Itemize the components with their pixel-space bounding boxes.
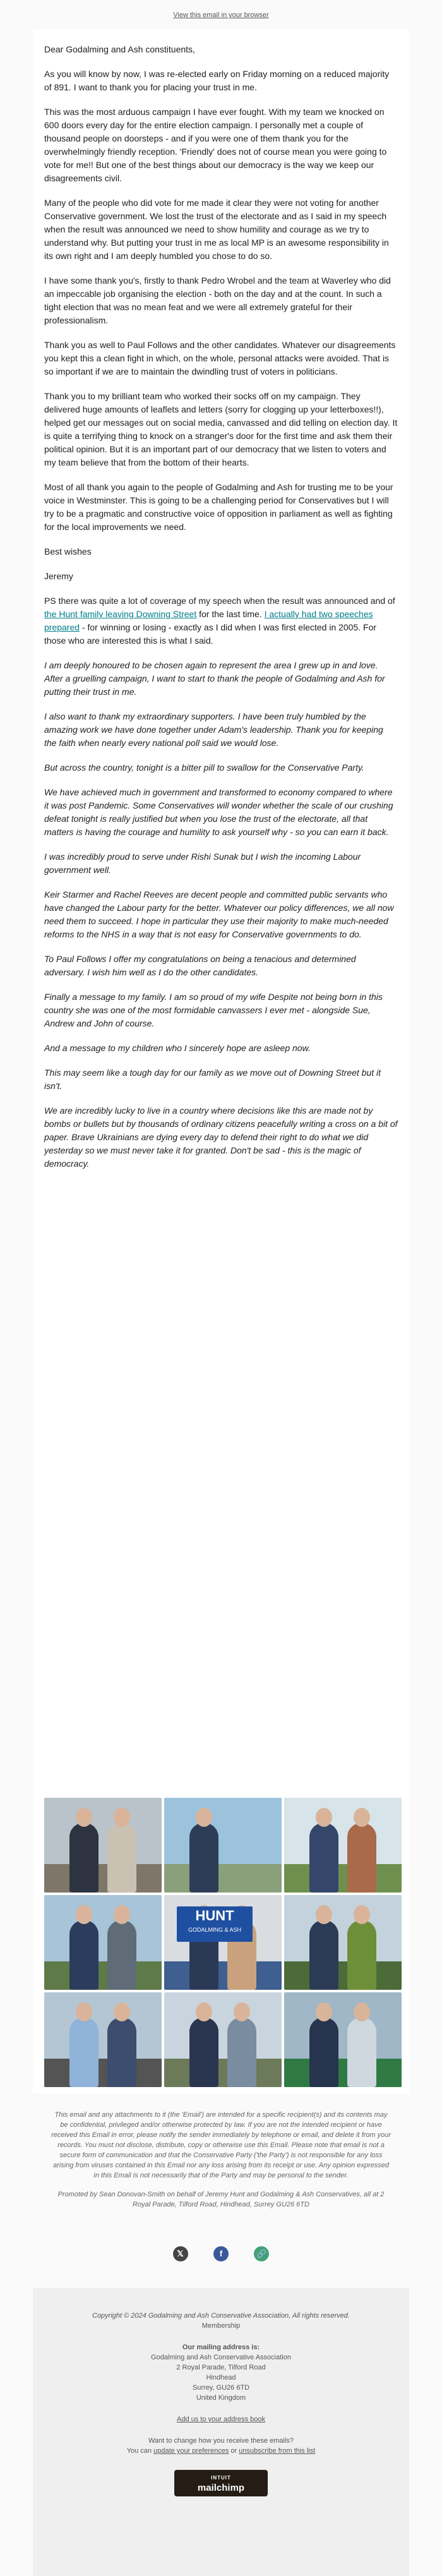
photo-person (107, 1823, 136, 1893)
speech-paragraph: I was incredibly proud to serve under Rishi Sunak but I wish the incoming Labour government well. (44, 852, 361, 875)
paragraph-trust: Many of the people who did vote for me made it clear they were not voting for another Conservative government. We lost the trust of the electorate and as I said in my speech when the result was announced we need to show humility and courage as we try to understand why. But putting your trust in me as local MP is an awesome responsibility in its own right and I am deeply humbled you chose to do so. (44, 198, 389, 261)
speech-paragraph: I am deeply honoured to be chosen again to represent the area I grew up in and love. After a gruelling campaign, I want to start to thank the people of Godalming and Ash for putting their trust in me. (44, 660, 385, 697)
address-line: United Kingdom (196, 2394, 246, 2402)
campaign-photo (164, 1895, 282, 1990)
speech-paragraph: And a message to my children who I sincerely hope are asleep now. (44, 1043, 311, 1053)
photo-gallery (44, 1798, 398, 2087)
speech-paragraph: This may seem like a tough day for our family as we move out of Downing Street but it isn't. (44, 1068, 381, 1091)
signature-name: Jeremy (44, 571, 73, 581)
photo-ground (44, 1961, 162, 1990)
photo-person (69, 1920, 99, 1990)
email-card (33, 29, 409, 2093)
intuit-text: INTUIT (211, 2475, 231, 2481)
address-line: Hindhead (206, 2374, 236, 2381)
top-bar (0, 0, 442, 29)
photo-person-head (76, 1905, 92, 1924)
unsubscribe-link[interactable]: unsubscribe from this list (239, 2447, 316, 2455)
campaign-sign (177, 1906, 253, 1942)
photo-person (227, 2018, 256, 2087)
speech-paragraph: But across the country, tonight is a bitter pill to swallow for the Conservative Party. (44, 762, 364, 773)
photo-person-head (114, 1905, 130, 1924)
photo-ground (164, 2059, 282, 2087)
photo-person (189, 2018, 218, 2087)
paragraph-thanks-constituents: Most of all thank you again to the people of Godalming and Ash for trusting me to be your voice in Westminster. This is going to be a challenging period for Conservatives but I will try to be a pragmatic and constructive voice of opposition in parliament as well as fighting for the local improvements we need. (44, 482, 393, 532)
mailchimp-text: mailchimp (197, 2483, 245, 2493)
paragraph-campaign: This was the most arduous campaign I have ever fought. With my team we knocked on 600 doors every day for the entire election campaign. I personally met a couple of thousand people on doorsteps - and if you were one of them thank you for the overwhelmingly friendly reception. 'Friendly' does not of course mean you were going to vote for me!! But one of the best things about our democracy is the way we keep our disagreements civil. (44, 107, 387, 183)
add-to-address-book-link[interactable]: Add us to your address book (176, 2416, 266, 2423)
photo-person-head (196, 2002, 212, 2021)
signoff: Best wishes (44, 546, 92, 557)
photo-ground (164, 1864, 282, 1893)
campaign-photo (164, 1798, 282, 1893)
postscript (44, 594, 398, 647)
letter-body (44, 43, 398, 1182)
x-twitter-icon[interactable]: 𝕏 (173, 2246, 188, 2261)
photo-person (347, 1823, 376, 1893)
photo-ground (284, 1961, 402, 1990)
legal-disclaimer (51, 2110, 391, 2218)
photo-person-head (316, 1808, 332, 1827)
downing-street-link[interactable]: the Hunt family leaving Downing Street (44, 609, 197, 619)
preferences-text-a: You can (126, 2447, 154, 2455)
photo-person (347, 1920, 376, 1990)
sign-name: HUNT (195, 1908, 234, 1923)
membership-text: Membership (201, 2322, 241, 2330)
imprint: Promoted by Sean Donovan-Smith on behalf of Jeremy Hunt and Godalming & Ash Conservatives, all at 2 Royal Parade, Tilford Road, Hindhead, Surrey GU26 6TD (57, 2191, 385, 2208)
preferences-line (33, 2446, 409, 2456)
confidentiality-notice: This email and any attachments to it (the 'Email') are intended for a specific recipient(s) and its contents may be confidential, privileged and/or otherwise protected by law. If you are not the intended recipient or have received this Email in error, please notify the sender immediately by telephone or email, and delete it from your records. You must not disclose, distribute, copy or otherwise use this Email. Please note that email is not a secure form of communication and that the Conservative Party ('the Party') is not responsible for any loss arising from viruses contained in this Email nor any loss arising from its receipt or use. Any opinion expressed in this Email is not necessarily that of the Party and may be personal to the sender. (51, 2111, 391, 2179)
sign-subtitle: GODALMING & ASH (188, 1927, 242, 1933)
speech-paragraph: Finally a message to my family. I am so proud of my wife Despite not being born in this country she was one of the most formidable canvassers I ever met - alongside Sue, Andrew and John of course. (44, 992, 383, 1028)
campaign-photo (44, 1798, 162, 1893)
photo-person (309, 1920, 338, 1990)
photo-ground (284, 2059, 402, 2087)
speech-paragraph: To Paul Follows I offer my congratulations on being a tenacious and determined adversary. I wish him well as I do the other candidates. (44, 954, 356, 977)
speech-paragraph: Keir Starmer and Rachel Reeves are decent people and committed public servants who have changed the Labour party for the better. Whatever our policy differences, we all now need them to succeed. I hope in particular they use their majority to make much-needed reforms to the NHS in a way that is not easy for Conservative governments to do. (44, 889, 394, 939)
photo-ground (284, 1864, 402, 1893)
copyright-text: Copyright © 2024 Godalming and Ash Conservative Association, All rights reserved. (92, 2312, 350, 2320)
ps-text-c: - for winning or losing - exactly as I did when I was first elected in 2005. For those who are interested this is what I said. (44, 622, 377, 646)
paragraph-result: As you will know by now, I was re-elected early on Friday morning on a reduced majority of 891. I want to thank you for placing your trust in me. (44, 69, 390, 92)
address-line: 2 Royal Parade, Tilford Road (176, 2364, 266, 2371)
campaign-photo (164, 1992, 282, 2087)
email-footer (33, 2288, 409, 2576)
photo-person (107, 1920, 136, 1990)
paragraph-thanks-team: Thank you to my brilliant team who worked their socks off on my campaign. They delivered huge amounts of leaflets and letters (sorry for clogging up your letterboxes!!), helped get our messages out on social media, canvassed and did telling on election day. It is quite a terrifying thing to knock on a stranger's door for the first time and ask them their political opinion. But it is an important part of our democracy that we listen to voters and my team believe that from the bottom of their hearts. (44, 391, 398, 467)
campaign-photo (284, 1798, 402, 1893)
address-line: Godalming and Ash Conservative Association (151, 2354, 291, 2361)
photo-ground (44, 2059, 162, 2087)
greeting: Dear Godalming and Ash constituents, (44, 44, 195, 54)
speech-paragraph: I also want to thank my extraordinary supporters. I have been truly humbled by the amazing work we have done together under Adam's leadership. Thank you for keeping the faith when nearly every national poll said we would lose. (44, 711, 383, 748)
view-in-browser-link[interactable]: View this email in your browser (173, 11, 269, 19)
paragraph-thanks-candidates: Thank you as well to Paul Follows and the other candidates. Whatever our disagreements you kept this a clean fight in which, on the whole, personal attacks were avoided. That is so important if we are to maintain the dwindling trust of voters in politicians. (44, 340, 396, 376)
photo-person-head (316, 2002, 332, 2021)
campaign-photo (284, 1992, 402, 2087)
photo-person-head (76, 2002, 92, 2021)
campaign-photo (284, 1895, 402, 1990)
two-speeches-link[interactable]: I actually had two speeches prepared (44, 609, 373, 632)
ps-text-b: for the last time. (196, 609, 265, 619)
mailing-address-heading: Our mailing address is: (182, 2344, 260, 2351)
speech-paragraph: We have achieved much in government and transformed to economy compared to where it was post Pandemic. Some Conservatives will wonder whether the scale of our crushing defeat tonight is really justified but when you lose the trust of the electorate, all that matters is having the courage and humility to ask yourself why - so you can earn it back. (44, 787, 393, 837)
photo-person-head (354, 1905, 370, 1924)
photo-person (69, 1823, 99, 1893)
photo-person-head (316, 1905, 332, 1924)
photo-person (107, 2018, 136, 2087)
social-links (0, 2246, 442, 2261)
photo-person-head (114, 1808, 130, 1827)
photo-person-head (196, 1808, 212, 1827)
campaign-photo (44, 1992, 162, 2087)
website-link-icon[interactable]: 🔗 (254, 2246, 269, 2261)
facebook-icon[interactable]: f (213, 2246, 229, 2261)
photo-person-head (76, 1808, 92, 1827)
ps-text-a: PS there was quite a lot of coverage of my speech when the result was announced and of (44, 596, 395, 606)
photo-person-head (354, 1808, 370, 1827)
photo-person (69, 2018, 99, 2087)
preferences-text-b: or (229, 2447, 239, 2455)
photo-person (309, 1823, 338, 1893)
photo-person-head (354, 2002, 370, 2021)
photo-person-head (114, 2002, 130, 2021)
photo-person (189, 1823, 218, 1893)
photo-ground (44, 1864, 162, 1893)
paragraph-thanks-waverley: I have some thank you's, firstly to thank Pedro Wrobel and the team at Waverley who did an impeccable job organising the election - both on the day and at the count. In such a tight election that was no mean feat and we were all extremely grateful for their professionalism. (44, 275, 391, 325)
photo-person (347, 2018, 376, 2087)
mailchimp-badge[interactable] (174, 2470, 268, 2496)
change-preferences-question: Want to change how you receive these emails? (148, 2437, 294, 2445)
speech-paragraph: We are incredibly lucky to live in a country where decisions like this are made not by bombs or bullets but by thousands of ordinary citizens peacefully writing a cross on a bit of paper. Brave Ukrainians are dying every day to defend their right to do what we did yesterday so we must never take it for granted. Don't be sad - this is the magic of democracy. (44, 1105, 398, 1169)
campaign-photo (44, 1895, 162, 1990)
photo-person-head (234, 2002, 250, 2021)
photo-person (309, 2018, 338, 2087)
photo-ground (164, 1961, 282, 1990)
address-line: Surrey, GU26 6TD (192, 2384, 250, 2392)
update-preferences-link[interactable]: update your preferences (153, 2447, 229, 2455)
